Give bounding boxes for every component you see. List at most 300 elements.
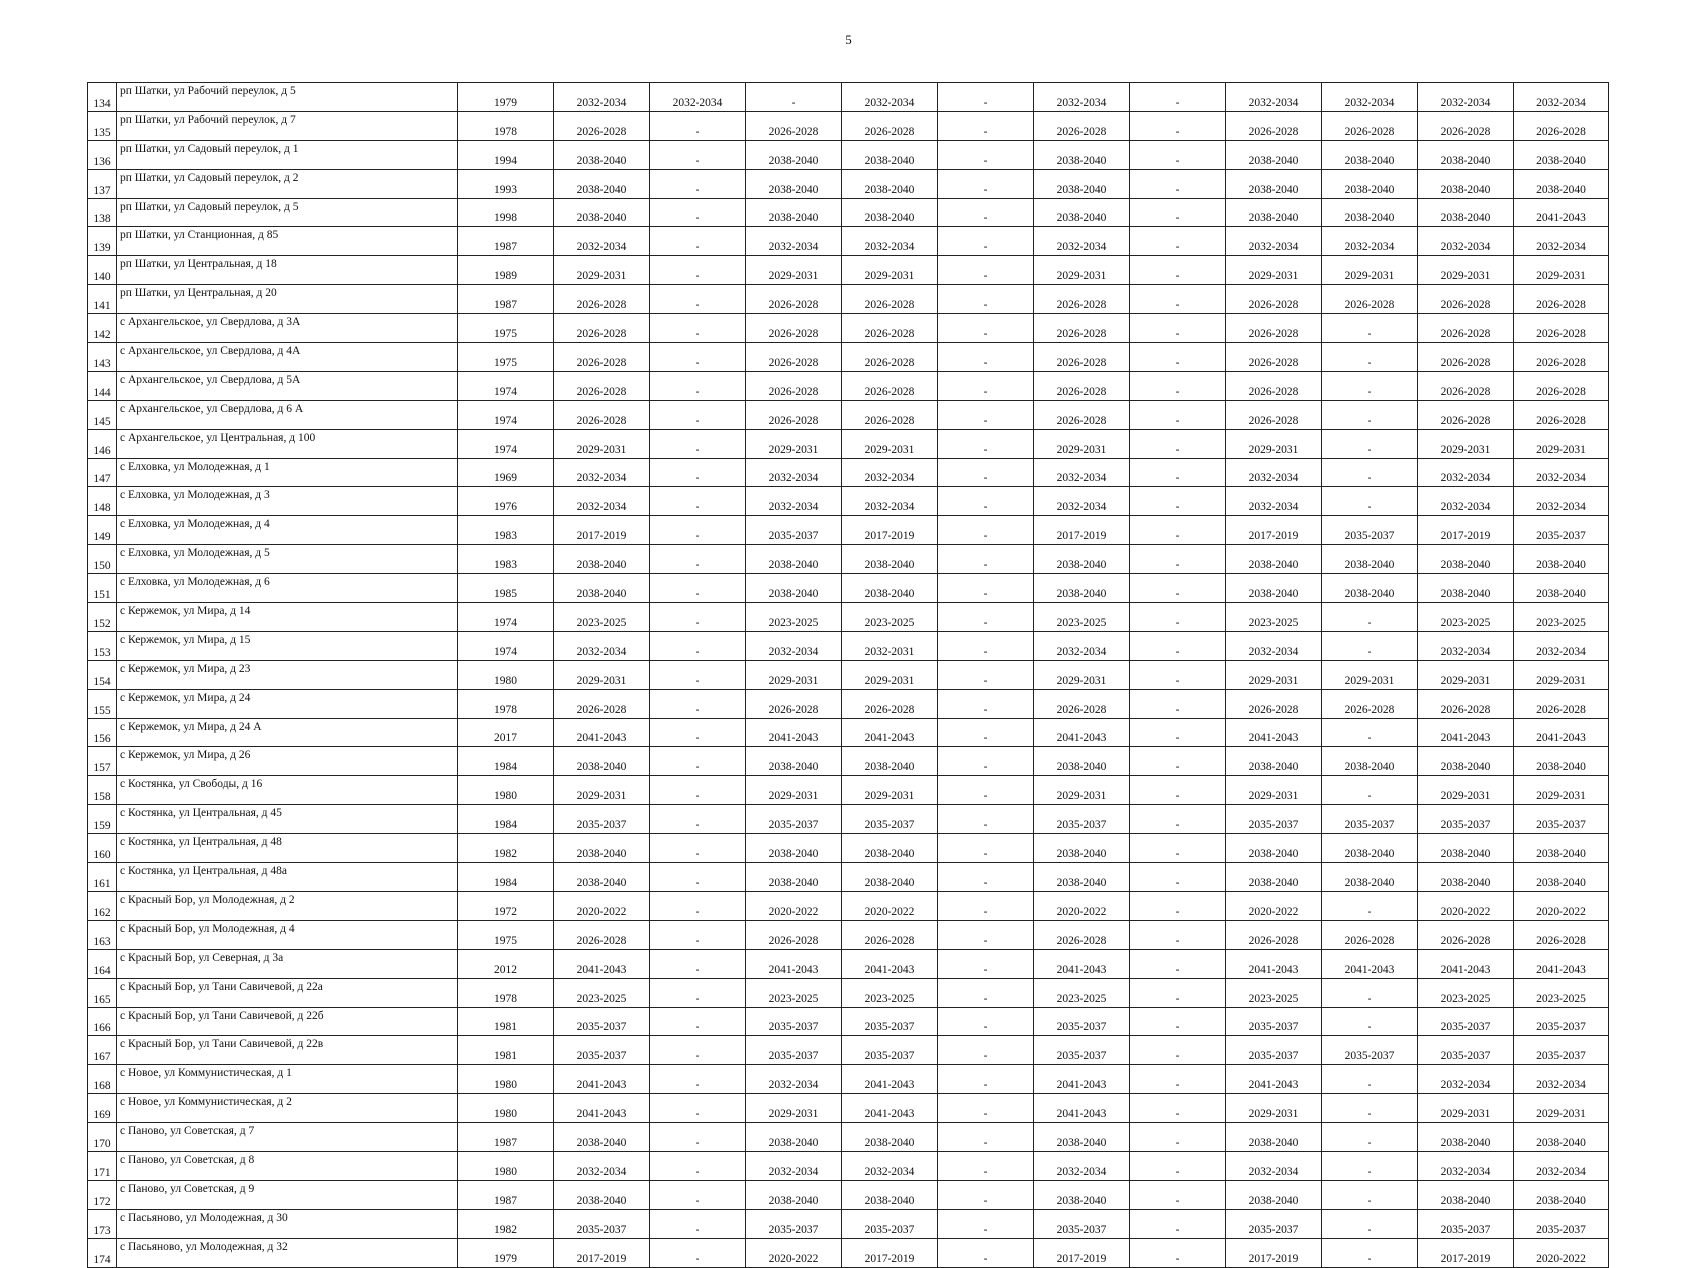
period-cell: -: [938, 949, 1034, 978]
period-cell: 2026-2028: [842, 111, 938, 140]
row-number: 140: [88, 256, 117, 285]
period-cell: 2032-2034: [1514, 83, 1609, 112]
table-body: [88, 83, 1609, 1268]
period-cell: 2026-2028: [746, 920, 842, 949]
row-number: 169: [88, 1094, 117, 1123]
period-cell: 2026-2028: [1418, 343, 1514, 372]
period-cell: -: [1130, 169, 1226, 198]
period-cell: -: [650, 458, 746, 487]
period-cell: -: [1130, 285, 1226, 314]
period-cell: 2026-2028: [1514, 371, 1609, 400]
period-cell: 2026-2028: [842, 920, 938, 949]
period-cell: 2026-2028: [842, 689, 938, 718]
period-cell: 2029-2031: [1514, 776, 1609, 805]
build-year-cell: 1978: [458, 111, 554, 140]
build-year-cell: 1981: [458, 1036, 554, 1065]
period-cell: -: [650, 111, 746, 140]
address-cell: с Паново, ул Советская, д 8: [117, 1151, 458, 1180]
period-cell: -: [1130, 631, 1226, 660]
period-cell: -: [1322, 891, 1418, 920]
period-cell: -: [1130, 689, 1226, 718]
period-cell: 2041-2043: [1226, 949, 1322, 978]
period-cell: 2017-2019: [554, 516, 650, 545]
period-cell: 2032-2034: [842, 487, 938, 516]
period-cell: -: [1130, 1036, 1226, 1065]
period-cell: 2026-2028: [1226, 400, 1322, 429]
period-cell: -: [1130, 660, 1226, 689]
period-cell: 2026-2028: [746, 371, 842, 400]
period-cell: 2032-2034: [1034, 631, 1130, 660]
build-year-cell: 1984: [458, 747, 554, 776]
row-number: 148: [88, 487, 117, 516]
period-cell: 2035-2037: [554, 1209, 650, 1238]
table-row: [88, 314, 1609, 343]
period-cell: -: [650, 1151, 746, 1180]
period-cell: 2032-2034: [1226, 1151, 1322, 1180]
address-cell: с Красный Бор, ул Северная, д 3а: [117, 949, 458, 978]
period-cell: -: [1130, 574, 1226, 603]
period-cell: 2035-2037: [746, 516, 842, 545]
build-year-cell: 2017: [458, 718, 554, 747]
period-cell: 2029-2031: [746, 256, 842, 285]
period-cell: -: [1322, 1209, 1418, 1238]
period-cell: 2032-2034: [650, 83, 746, 112]
row-number: 150: [88, 545, 117, 574]
build-year-cell: 1974: [458, 631, 554, 660]
period-cell: -: [1130, 1238, 1226, 1267]
period-cell: -: [938, 314, 1034, 343]
period-cell: -: [1130, 1180, 1226, 1209]
build-year-cell: 1982: [458, 1209, 554, 1238]
period-cell: 2038-2040: [1034, 169, 1130, 198]
period-cell: 2038-2040: [842, 545, 938, 574]
period-cell: 2038-2040: [842, 574, 938, 603]
period-cell: -: [1322, 978, 1418, 1007]
period-cell: -: [650, 285, 746, 314]
period-cell: -: [1322, 429, 1418, 458]
table-row: [88, 140, 1609, 169]
period-cell: 2038-2040: [746, 1123, 842, 1152]
period-cell: 2038-2040: [746, 140, 842, 169]
period-cell: 2041-2043: [1514, 198, 1609, 227]
period-cell: 2026-2028: [1514, 920, 1609, 949]
period-cell: 2032-2034: [554, 458, 650, 487]
period-cell: 2038-2040: [1514, 574, 1609, 603]
period-cell: 2041-2043: [1514, 718, 1609, 747]
period-cell: -: [650, 920, 746, 949]
period-cell: 2029-2031: [1514, 1094, 1609, 1123]
period-cell: 2029-2031: [1418, 256, 1514, 285]
address-cell: рп Шатки, ул Центральная, д 18: [117, 256, 458, 285]
period-cell: 2026-2028: [554, 343, 650, 372]
build-year-cell: 1984: [458, 805, 554, 834]
table-row: [88, 1007, 1609, 1036]
period-cell: 2038-2040: [1514, 747, 1609, 776]
period-cell: 2032-2034: [746, 227, 842, 256]
period-cell: 2035-2037: [842, 1007, 938, 1036]
period-cell: 2023-2025: [842, 603, 938, 632]
period-cell: -: [650, 718, 746, 747]
build-year-cell: 1975: [458, 920, 554, 949]
period-cell: 2035-2037: [1226, 1007, 1322, 1036]
period-cell: 2032-2034: [746, 1065, 842, 1094]
row-number: 164: [88, 949, 117, 978]
period-cell: -: [938, 689, 1034, 718]
address-cell: рп Шатки, ул Садовый переулок, д 2: [117, 169, 458, 198]
build-year-cell: 1984: [458, 863, 554, 892]
period-cell: -: [938, 603, 1034, 632]
period-cell: 2029-2031: [1418, 660, 1514, 689]
address-cell: с Кержемок, ул Мира, д 23: [117, 660, 458, 689]
period-cell: 2026-2028: [1514, 111, 1609, 140]
period-cell: -: [938, 891, 1034, 920]
table-row: [88, 400, 1609, 429]
period-cell: 2035-2037: [1322, 1036, 1418, 1065]
period-cell: 2026-2028: [554, 689, 650, 718]
address-cell: с Кержемок, ул Мира, д 26: [117, 747, 458, 776]
period-cell: 2035-2037: [1514, 516, 1609, 545]
period-cell: -: [746, 83, 842, 112]
period-cell: 2029-2031: [554, 256, 650, 285]
build-year-cell: 1983: [458, 516, 554, 545]
page-number: 5: [845, 32, 852, 47]
build-year-cell: 1974: [458, 400, 554, 429]
period-cell: -: [938, 140, 1034, 169]
period-cell: 2032-2034: [1514, 487, 1609, 516]
period-cell: 2038-2040: [842, 747, 938, 776]
period-cell: 2029-2031: [746, 660, 842, 689]
row-number: 154: [88, 660, 117, 689]
period-cell: -: [1130, 805, 1226, 834]
period-cell: 2017-2019: [1418, 516, 1514, 545]
period-cell: 2029-2031: [1514, 660, 1609, 689]
row-number: 142: [88, 314, 117, 343]
row-number: 147: [88, 458, 117, 487]
period-cell: 2038-2040: [842, 169, 938, 198]
address-cell: с Архангельское, ул Свердлова, д 5А: [117, 371, 458, 400]
address-cell: с Костянка, ул Центральная, д 48а: [117, 863, 458, 892]
period-cell: 2035-2037: [842, 1036, 938, 1065]
period-cell: -: [1130, 747, 1226, 776]
period-cell: 2026-2028: [1226, 314, 1322, 343]
period-cell: 2038-2040: [1514, 1180, 1609, 1209]
period-cell: 2032-2034: [1418, 487, 1514, 516]
table-row: [88, 1238, 1609, 1267]
period-cell: -: [938, 429, 1034, 458]
period-cell: 2026-2028: [1418, 400, 1514, 429]
period-cell: -: [1322, 1007, 1418, 1036]
row-number: 157: [88, 747, 117, 776]
period-cell: 2038-2040: [1322, 747, 1418, 776]
address-cell: с Елховка, ул Молодежная, д 6: [117, 574, 458, 603]
table-row: [88, 863, 1609, 892]
address-cell: с Архангельское, ул Свердлова, д 3А: [117, 314, 458, 343]
period-cell: -: [650, 314, 746, 343]
period-cell: 2038-2040: [1418, 863, 1514, 892]
period-cell: -: [938, 1065, 1034, 1094]
table-row: [88, 111, 1609, 140]
period-cell: -: [938, 400, 1034, 429]
period-cell: -: [650, 891, 746, 920]
period-cell: -: [1130, 1209, 1226, 1238]
period-cell: 2026-2028: [1514, 343, 1609, 372]
period-cell: -: [1322, 631, 1418, 660]
period-cell: -: [1130, 1151, 1226, 1180]
period-cell: 2038-2040: [746, 198, 842, 227]
period-cell: 2035-2037: [746, 1209, 842, 1238]
period-cell: 2035-2037: [1514, 1036, 1609, 1065]
period-cell: 2038-2040: [746, 834, 842, 863]
period-cell: 2020-2022: [1418, 891, 1514, 920]
period-cell: 2035-2037: [1418, 805, 1514, 834]
period-cell: -: [650, 978, 746, 1007]
period-cell: 2038-2040: [1034, 863, 1130, 892]
period-cell: 2029-2031: [554, 776, 650, 805]
period-cell: -: [650, 603, 746, 632]
address-cell: с Красный Бор, ул Молодежная, д 2: [117, 891, 458, 920]
period-cell: 2026-2028: [1514, 400, 1609, 429]
period-cell: 2038-2040: [1226, 140, 1322, 169]
period-cell: 2041-2043: [1418, 949, 1514, 978]
build-year-cell: 1980: [458, 776, 554, 805]
period-cell: 2041-2043: [554, 1094, 650, 1123]
period-cell: 2035-2037: [842, 805, 938, 834]
period-cell: 2038-2040: [1418, 545, 1514, 574]
period-cell: -: [650, 169, 746, 198]
period-cell: 2041-2043: [842, 1065, 938, 1094]
period-cell: 2029-2031: [1226, 256, 1322, 285]
period-cell: 2038-2040: [1322, 863, 1418, 892]
period-cell: 2032-2034: [1418, 1065, 1514, 1094]
address-cell: с Костянка, ул Центральная, д 48: [117, 834, 458, 863]
period-cell: -: [1130, 891, 1226, 920]
period-cell: 2020-2022: [1226, 891, 1322, 920]
period-cell: 2038-2040: [1226, 1123, 1322, 1152]
period-cell: 2026-2028: [1418, 689, 1514, 718]
row-number: 136: [88, 140, 117, 169]
period-cell: -: [650, 198, 746, 227]
build-year-cell: 1980: [458, 1094, 554, 1123]
period-cell: -: [1130, 343, 1226, 372]
build-year-cell: 1974: [458, 371, 554, 400]
period-cell: -: [650, 631, 746, 660]
table-row: [88, 545, 1609, 574]
period-cell: -: [1130, 776, 1226, 805]
period-cell: 2038-2040: [1226, 545, 1322, 574]
table-row: [88, 834, 1609, 863]
period-cell: 2038-2040: [842, 198, 938, 227]
period-cell: 2026-2028: [1226, 111, 1322, 140]
address-cell: с Архангельское, ул Свердлова, д 6 А: [117, 400, 458, 429]
period-cell: 2032-2034: [1418, 1151, 1514, 1180]
period-cell: -: [938, 978, 1034, 1007]
row-number: 171: [88, 1151, 117, 1180]
address-cell: с Красный Бор, ул Тани Савичевой, д 22а: [117, 978, 458, 1007]
row-number: 173: [88, 1209, 117, 1238]
period-cell: -: [1322, 776, 1418, 805]
period-cell: -: [1322, 400, 1418, 429]
build-year-cell: 1979: [458, 1238, 554, 1267]
period-cell: -: [938, 1238, 1034, 1267]
period-cell: -: [1322, 1123, 1418, 1152]
period-cell: 2017-2019: [1226, 1238, 1322, 1267]
period-cell: -: [650, 487, 746, 516]
period-cell: 2035-2037: [554, 1007, 650, 1036]
period-cell: 2026-2028: [554, 314, 650, 343]
period-cell: 2029-2031: [1226, 776, 1322, 805]
period-cell: -: [938, 776, 1034, 805]
period-cell: 2032-2034: [554, 227, 650, 256]
row-number: 163: [88, 920, 117, 949]
period-cell: 2035-2037: [842, 1209, 938, 1238]
period-cell: -: [1322, 1180, 1418, 1209]
period-cell: 2029-2031: [1418, 429, 1514, 458]
period-cell: -: [938, 1007, 1034, 1036]
period-cell: 2035-2037: [1034, 1036, 1130, 1065]
period-cell: -: [938, 1209, 1034, 1238]
period-cell: 2026-2028: [1322, 111, 1418, 140]
build-year-cell: 1998: [458, 198, 554, 227]
housing-repair-schedule-table: [87, 82, 1609, 1268]
table-row: [88, 487, 1609, 516]
period-cell: 2026-2028: [746, 343, 842, 372]
period-cell: 2038-2040: [1226, 747, 1322, 776]
period-cell: -: [938, 1036, 1034, 1065]
period-cell: 2035-2037: [1418, 1036, 1514, 1065]
period-cell: 2038-2040: [746, 574, 842, 603]
period-cell: 2038-2040: [1322, 545, 1418, 574]
period-cell: 2038-2040: [842, 140, 938, 169]
period-cell: 2038-2040: [1034, 198, 1130, 227]
period-cell: 2032-2034: [746, 458, 842, 487]
period-cell: 2023-2025: [1418, 978, 1514, 1007]
period-cell: -: [938, 343, 1034, 372]
period-cell: -: [650, 776, 746, 805]
build-year-cell: 1993: [458, 169, 554, 198]
period-cell: 2038-2040: [554, 747, 650, 776]
period-cell: 2023-2025: [746, 603, 842, 632]
period-cell: 2026-2028: [554, 920, 650, 949]
build-year-cell: 1978: [458, 689, 554, 718]
table-row: [88, 198, 1609, 227]
period-cell: 2041-2043: [554, 949, 650, 978]
period-cell: -: [938, 111, 1034, 140]
period-cell: -: [1130, 1123, 1226, 1152]
period-cell: 2038-2040: [1418, 747, 1514, 776]
period-cell: 2026-2028: [1418, 111, 1514, 140]
row-number: 152: [88, 603, 117, 632]
period-cell: -: [650, 516, 746, 545]
address-cell: с Пасьяново, ул Молодежная, д 30: [117, 1209, 458, 1238]
period-cell: 2029-2031: [842, 256, 938, 285]
period-cell: -: [938, 458, 1034, 487]
period-cell: -: [1322, 718, 1418, 747]
period-cell: 2026-2028: [1418, 920, 1514, 949]
period-cell: -: [650, 1209, 746, 1238]
period-cell: -: [1130, 487, 1226, 516]
period-cell: -: [938, 631, 1034, 660]
period-cell: 2041-2043: [746, 718, 842, 747]
address-cell: рп Шатки, ул Центральная, д 20: [117, 285, 458, 314]
period-cell: 2032-2034: [554, 631, 650, 660]
period-cell: -: [938, 1123, 1034, 1152]
table-row: [88, 1209, 1609, 1238]
build-year-cell: 1982: [458, 834, 554, 863]
period-cell: 2026-2028: [1322, 689, 1418, 718]
table-row: [88, 660, 1609, 689]
period-cell: -: [650, 429, 746, 458]
period-cell: -: [1130, 978, 1226, 1007]
period-cell: 2029-2031: [1322, 660, 1418, 689]
build-year-cell: 1979: [458, 83, 554, 112]
period-cell: 2032-2034: [1322, 83, 1418, 112]
period-cell: 2035-2037: [1514, 805, 1609, 834]
table-row: [88, 689, 1609, 718]
period-cell: -: [650, 1094, 746, 1123]
table-row: [88, 747, 1609, 776]
period-cell: 2038-2040: [746, 747, 842, 776]
address-cell: с Красный Бор, ул Тани Савичевой, д 22б: [117, 1007, 458, 1036]
period-cell: 2032-2034: [1034, 83, 1130, 112]
period-cell: 2038-2040: [554, 198, 650, 227]
address-cell: с Красный Бор, ул Молодежная, д 4: [117, 920, 458, 949]
period-cell: 2026-2028: [746, 285, 842, 314]
period-cell: 2041-2043: [554, 1065, 650, 1094]
period-cell: 2026-2028: [842, 400, 938, 429]
table-row: [88, 169, 1609, 198]
period-cell: -: [938, 1094, 1034, 1123]
period-cell: 2038-2040: [554, 1123, 650, 1152]
period-cell: 2032-2034: [1418, 83, 1514, 112]
period-cell: -: [650, 1123, 746, 1152]
period-cell: 2041-2043: [1514, 949, 1609, 978]
address-cell: рп Шатки, ул Садовый переулок, д 5: [117, 198, 458, 227]
period-cell: 2035-2037: [1322, 805, 1418, 834]
period-cell: 2026-2028: [1034, 285, 1130, 314]
period-cell: -: [650, 1180, 746, 1209]
period-cell: 2029-2031: [1418, 776, 1514, 805]
period-cell: 2026-2028: [842, 343, 938, 372]
period-cell: -: [938, 371, 1034, 400]
period-cell: 2038-2040: [1226, 198, 1322, 227]
period-cell: 2032-2034: [1034, 458, 1130, 487]
build-year-cell: 1989: [458, 256, 554, 285]
table-row: [88, 1123, 1609, 1152]
period-cell: 2026-2028: [1034, 343, 1130, 372]
row-number: 153: [88, 631, 117, 660]
period-cell: -: [1322, 343, 1418, 372]
period-cell: 2038-2040: [1322, 169, 1418, 198]
row-number: 143: [88, 343, 117, 372]
period-cell: 2041-2043: [842, 1094, 938, 1123]
period-cell: 2041-2043: [554, 718, 650, 747]
period-cell: -: [650, 1065, 746, 1094]
period-cell: -: [1130, 834, 1226, 863]
build-year-cell: 1983: [458, 545, 554, 574]
period-cell: 2032-2034: [1514, 631, 1609, 660]
row-number: 161: [88, 863, 117, 892]
period-cell: -: [1130, 949, 1226, 978]
period-cell: 2038-2040: [1034, 1180, 1130, 1209]
period-cell: -: [650, 1007, 746, 1036]
table-row: [88, 83, 1609, 112]
period-cell: 2038-2040: [1322, 574, 1418, 603]
address-cell: с Пасьяново, ул Молодежная, д 32: [117, 1238, 458, 1267]
period-cell: 2038-2040: [746, 169, 842, 198]
period-cell: -: [1130, 256, 1226, 285]
period-cell: 2029-2031: [1226, 660, 1322, 689]
row-number: 168: [88, 1065, 117, 1094]
